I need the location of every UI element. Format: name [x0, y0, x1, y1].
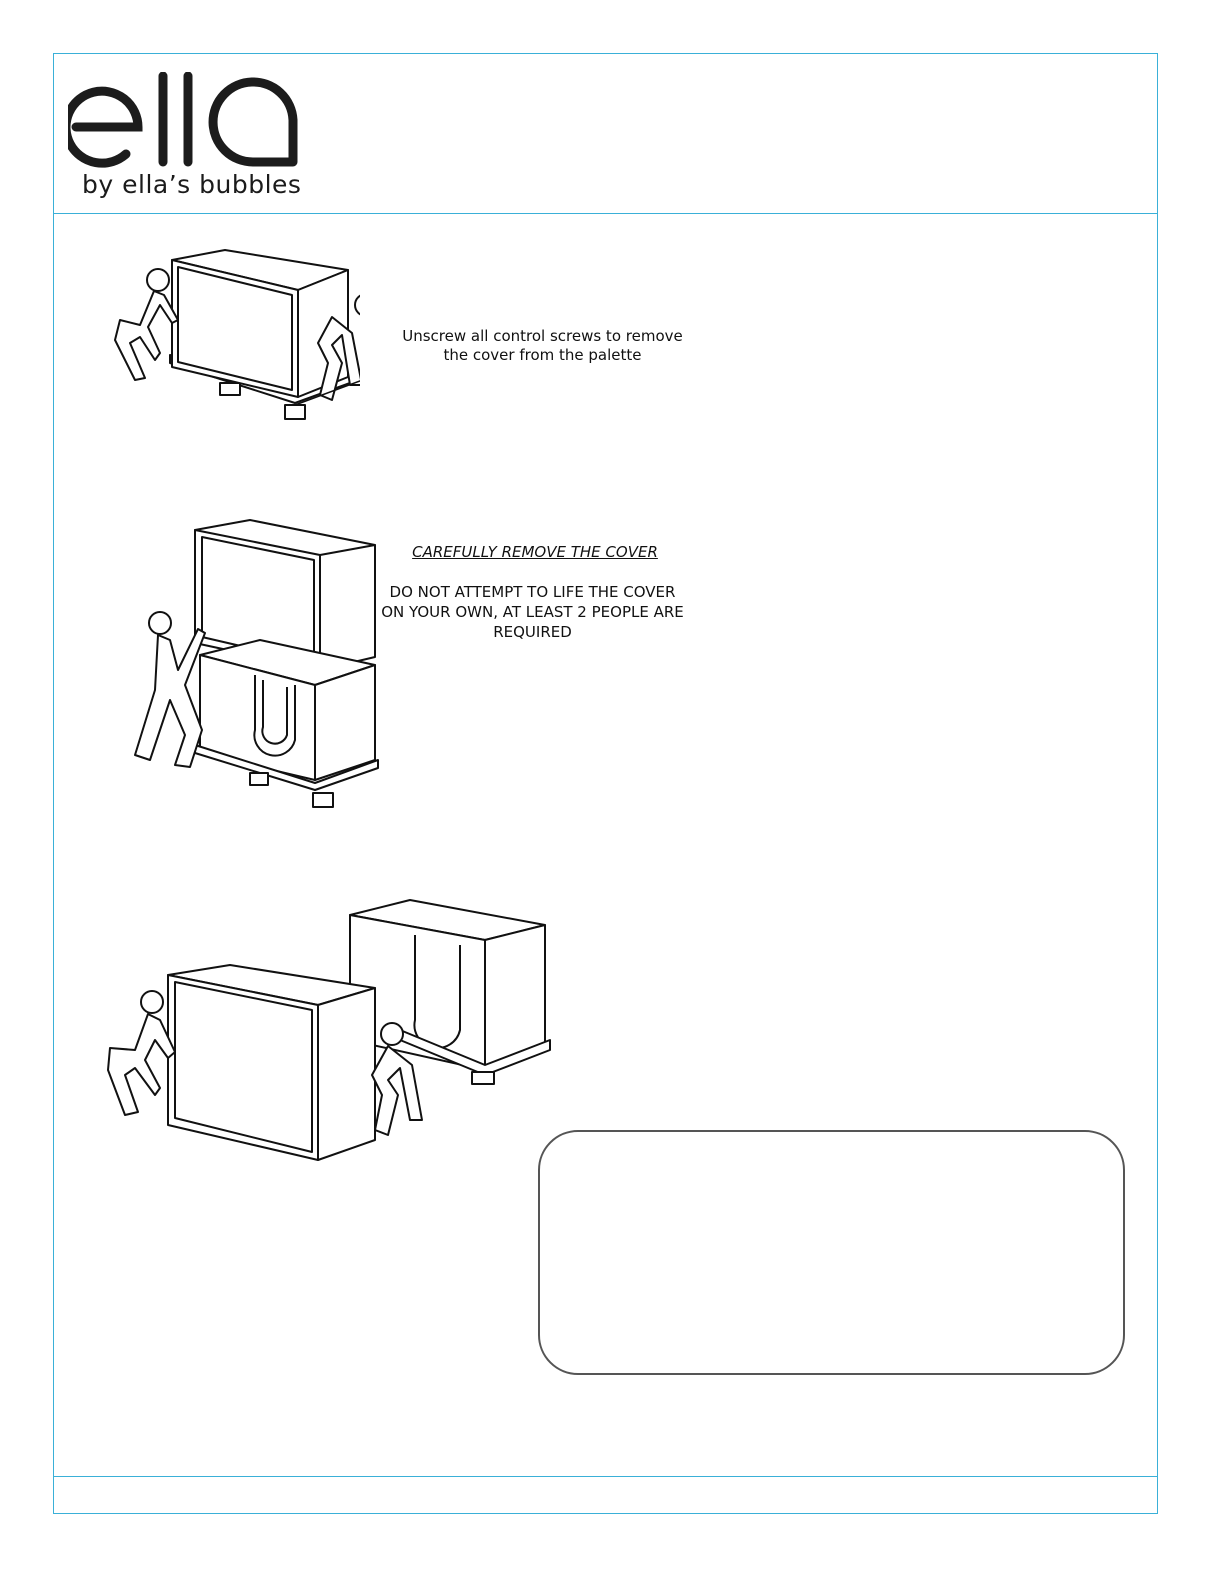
- step2-warning: DO NOT ATTEMPT TO LIFE THE COVER ON YOUR OWN, AT LEAST 2 PEOPLE ARE REQUIRED: [381, 583, 684, 641]
- step2-title: CAREFULLY REMOVE THE COVER: [412, 543, 658, 561]
- footer-divider: [53, 1476, 1158, 1477]
- step1-illustration: [100, 245, 360, 425]
- step2-illustration: [130, 515, 390, 815]
- step3-illustration: [100, 890, 560, 1190]
- header-divider: [53, 213, 1158, 214]
- logo-tagline: by ella’s bubbles: [82, 170, 302, 199]
- step1-caption: Unscrew all control screws to remove the cover from the palette: [402, 327, 683, 364]
- note-box: [538, 1130, 1125, 1375]
